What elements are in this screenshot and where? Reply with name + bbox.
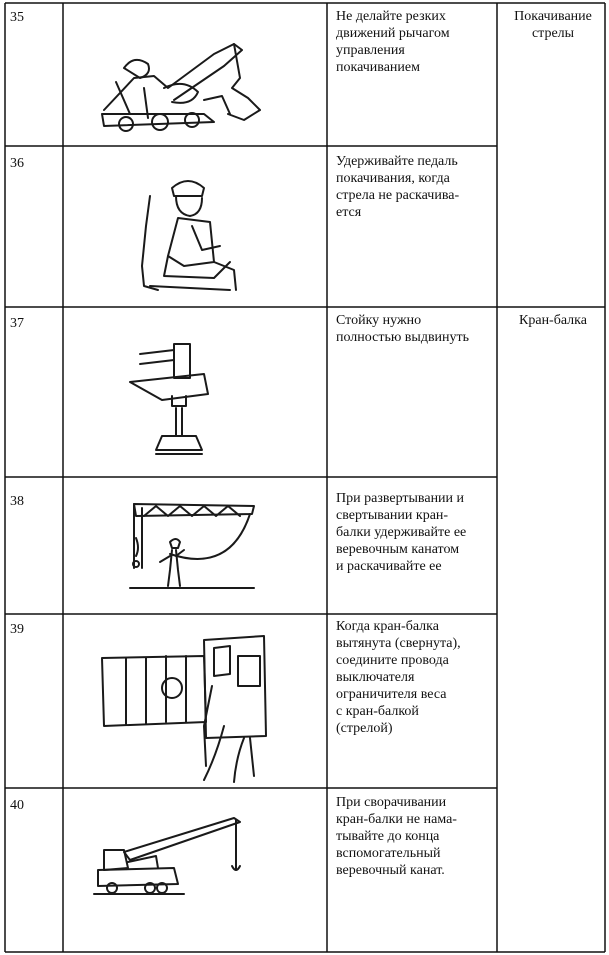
row-number: 38 [10, 494, 24, 509]
row-number: 39 [10, 622, 24, 637]
seated-operator-pedal-illustration [64, 166, 326, 296]
crane-beam-rope-illustration [64, 498, 326, 608]
crane-operator-swing-lever-illustration [64, 18, 326, 138]
row-number: 37 [10, 316, 24, 331]
limit-switch-wiring-illustration [64, 626, 326, 786]
instruction-text: При развертывании и свертывании кран- балки удерживайте ее веревочным канатом и раскачивайте ее [336, 491, 467, 574]
row-number: 40 [10, 798, 24, 813]
instruction-text: Удерживайте педаль покачивания, когда стрела не раскачива- ется [336, 154, 460, 220]
mobile-crane-aux-rope-illustration [64, 810, 326, 910]
instruction-text: При сворачивании кран-балки не нама- тывайте до конца вспомогательный веревочный канат. [336, 795, 457, 878]
category-label: Покачивание стрелы [514, 9, 592, 41]
outrigger-extended-illustration [64, 330, 326, 470]
instruction-text: Не делайте резких движений рычагом управления покачиванием [336, 9, 450, 75]
row-number: 36 [10, 156, 24, 171]
instruction-text: Стойку нужно полностью выдвинуть [336, 313, 470, 345]
row-number: 35 [10, 10, 24, 25]
instruction-text: Когда кран-балка вытянута (свернута), соедините провода выключателя ограничителя веса с кран-балкой (стрелой) [336, 619, 461, 736]
category-label: Кран-балка [519, 313, 587, 328]
